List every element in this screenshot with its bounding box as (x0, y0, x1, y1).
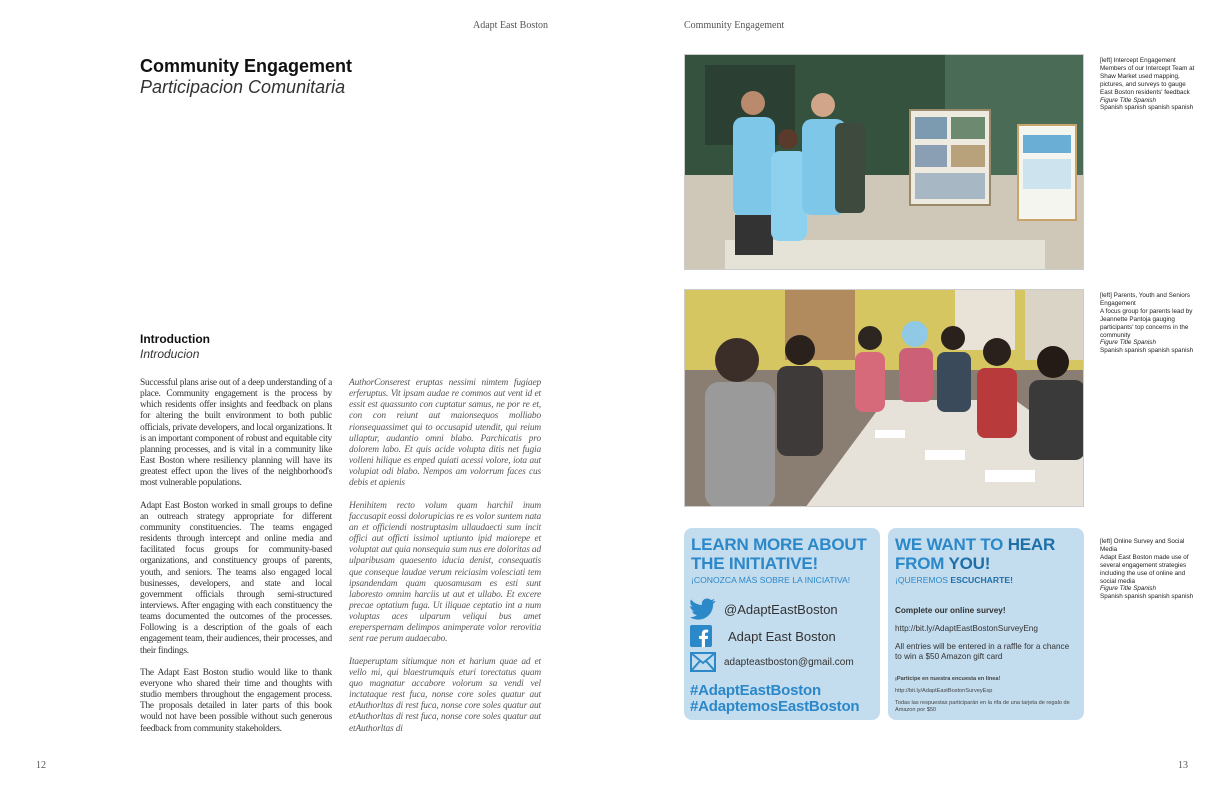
survey-link-spanish[interactable]: http://bit.ly/AdaptEastBostonSurveyEsp (895, 688, 993, 694)
body-column-english (140, 378, 332, 746)
survey-title-spanish: ¡Participe en nuestra encuesta en línea! (895, 676, 1001, 682)
caption-parents (1100, 292, 1196, 355)
email-row[interactable] (690, 652, 854, 672)
paragraph: AuthorConserest eruptas nessimi nimtem fugiaep erferuptus. Vit ipsam audae re commos aut vent id et essit est quassunto con cuptatur samus, ne por re et, con con reiunt aut maionsequos molliabo rionsequassimet qui to occusapid utendit, qui reium ullaptur, audantio omni blabo. Parchicatis pro dolorem labo. Et quis acide volupta ditis net fugia volleni hilique es enped quiati acessi volore, iota aut volupiat odi blabo. Nempos am volorrum faces cus debis et apienis (349, 378, 541, 489)
survey-subheading: ¡QUEREMOS ESCUCHARTE! (895, 575, 1013, 585)
email-icon (690, 652, 716, 672)
raffle-text-spanish: Todas las respuestas participarán en la rifa de una tarjeta de regalo de Amazon por $50 (895, 700, 1070, 713)
twitter-row[interactable] (690, 598, 838, 620)
page-title: Community Engagement (140, 56, 353, 76)
paragraph: The Adapt East Boston studio would like to thank everyone who shared their time and thoughts with studio members throughout the engagement process. The proposals detailed in later parts of this book would not have been possible without such generous feedback from community stakeholders. (140, 667, 332, 734)
twitter-icon (690, 598, 716, 620)
twitter-handle: @AdaptEastBoston (724, 601, 838, 617)
learn-more-heading: LEARN MORE ABOUT THE INITIATIVE! (691, 535, 867, 573)
caption-line: [left] Parents, Youth and Seniors Engagement (1100, 292, 1190, 307)
caption-line: [left] Intercept Engagement (1100, 57, 1176, 64)
caption-intercept (1100, 57, 1196, 112)
hashtag-spanish: #AdaptemosEastBoston (690, 698, 860, 715)
caption-spanish: Spanish spanish spanish spanish (1100, 104, 1194, 112)
survey-link[interactable]: http://bit.ly/AdaptEastBostonSurveyEng (895, 624, 1038, 633)
learn-more-subheading: ¡CONOZCA MÁS SOBRE LA INICIATIVA! (691, 575, 851, 585)
running-head-right: Community Engagement (684, 20, 785, 31)
caption-line: [left] Online Survey and Social Media (1100, 538, 1185, 553)
section-title: Introduction (140, 332, 210, 346)
caption-line: A focus group for parents lead by Jeannette Pantoja gauging participants' top concerns in the community (1100, 307, 1193, 339)
caption-spanish: Spanish spanish spanish spanish (1100, 593, 1194, 601)
page-title-spanish: Participacion Comunitaria (140, 77, 346, 97)
focus-group-illustration (685, 290, 1084, 507)
caption-spanish: Spanish spanish spanish spanish (1100, 347, 1194, 355)
focus-group-photo (684, 289, 1084, 507)
survey-card (888, 528, 1084, 720)
paragraph: Adapt East Boston worked in small groups to define an outreach strategy appropriate for different community constituencies. The teams engaged residents through intercept and online media and facilitated focus groups for community-based organizations, and constituency groups of parents, youth, and seniors. The teams also engaged local businesses, developers, and state and local government officials through semi-structured interviews. After engaging with each constituency the teams documented the outcomes of the processes. Following is a description of the goals of each engagement team, their audiences, their processes, and their findings. (140, 500, 332, 656)
intercept-engagement-photo (684, 54, 1084, 270)
caption-fig-title: Figure Title Spanish (1100, 585, 1156, 593)
running-head-left: Adapt East Boston (473, 20, 548, 31)
caption-line: Adapt East Boston made use of several engagement strategies including the use of online and social media (1100, 553, 1189, 585)
paragraph: Successful plans arise out of a deep understanding of a place. Community engagement is the process by which residents offer insights and feedback on plans for altering the built environment to both public officials, private developers, and local organizations. It is an important component of robust and equitable city planning processes, and is vital in a community like East Boston where resiliency planning will have its greatest effect upon the lives of the neighborhood's most vulnerable populations. (140, 378, 332, 489)
facebook-row[interactable] (690, 625, 836, 647)
email-address: adapteastboston@gmail.com (724, 656, 854, 668)
raffle-text: All entries will be entered in a raffle for a chance to win a $50 Amazon gift card (895, 642, 1070, 661)
page-number-right: 13 (1178, 760, 1188, 771)
facebook-page: Adapt East Boston (728, 628, 836, 644)
section-title-spanish: Introducion (140, 347, 200, 361)
survey-title: Complete our online survey! (895, 606, 1006, 615)
survey-heading: WE WANT TO HEAR FROM YOU! (895, 535, 1056, 573)
paragraph: Henihitem recto volum quam harchil inum faccusapit eossi dolorupicias re es volor suntem nata an et officiendi nostruptasim ullaudaecti sum incit offici aut officti issimol uptiunto ipid maiorepe et voluptat aut quia nonsequia sum nus ere doloritas ad ulparibusam quaesento iducia denist, consequatis que conseque laudae verum reiciasim volesciati tem ipsandendam quam quosamusam es esti sunt laboresto omnim harciis ut aut et ullabo. Et excere precae optatium fuga. Ut iliquae ceptatio int a num voluptas aces ulparum veliqui bus amet ereperspernam delimpos animperate volor rerovitia sent rae perum audaecabo. (349, 500, 541, 645)
page-number-left: 12 (36, 760, 46, 771)
hashtag-english: #AdaptEastBoston (690, 682, 821, 699)
facebook-icon (690, 625, 712, 647)
caption-fig-title: Figure Title Spanish (1100, 96, 1156, 104)
caption-online (1100, 538, 1196, 601)
learn-more-card (684, 528, 880, 720)
caption-line: Members of our Intercept Team at Shaw Market used mapping, pictures, and surveys to gauge East Boston residents' feedback (1100, 64, 1195, 96)
intercept-photo-illustration (685, 55, 1084, 270)
body-column-spanish (349, 378, 541, 746)
paragraph: Itaeperuptam sitiumque non et harium quae ad et vello mi, qui blaestrumquis eturi torectatus quam quo magnatur accabore volorum sa vendi vel inctataque rest fuca, nonse core soles quatur aut etAuthorltas di rest fuca, nonse core soles quatur aut etAuthorltas di rest fuca, nonse core soles quatur aut etAuthorltas di (349, 656, 541, 734)
caption-fig-title: Figure Title Spanish (1100, 339, 1156, 347)
